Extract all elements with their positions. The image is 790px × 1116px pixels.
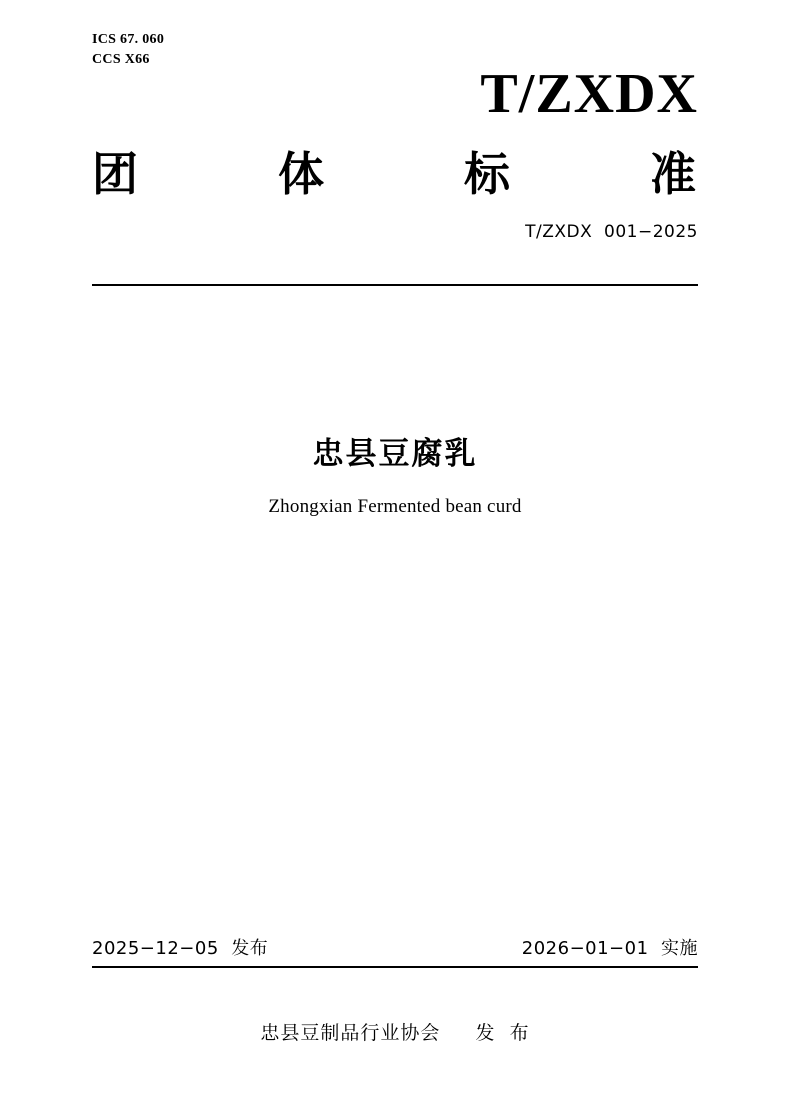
document-title-english: Zhongxian Fermented bean curd	[268, 496, 522, 517]
standard-category-title	[92, 138, 698, 204]
category-char-4: 准	[650, 147, 698, 201]
category-char-2: 体	[278, 147, 326, 201]
header-divider	[92, 284, 698, 286]
ics-code: ICS 67. 060	[92, 32, 165, 47]
category-char-3: 标	[464, 147, 512, 201]
publisher-line: 忠县豆制品行业协会 发 布	[260, 1022, 530, 1044]
ics-ccs-block	[92, 30, 164, 71]
effective-date: 2026−01−01 实施	[521, 938, 698, 959]
issue-date: 2025−12−05 发布	[92, 938, 269, 959]
date-row	[92, 934, 698, 960]
document-title-chinese: 忠县豆腐乳	[312, 436, 478, 472]
category-char-1: 团	[92, 147, 140, 201]
ccs-code: CCS X66	[92, 52, 150, 68]
standard-number: T/ZXDX 001−2025	[525, 222, 698, 242]
standard-code: T/ZXDX	[480, 63, 698, 125]
footer-divider	[92, 966, 698, 968]
